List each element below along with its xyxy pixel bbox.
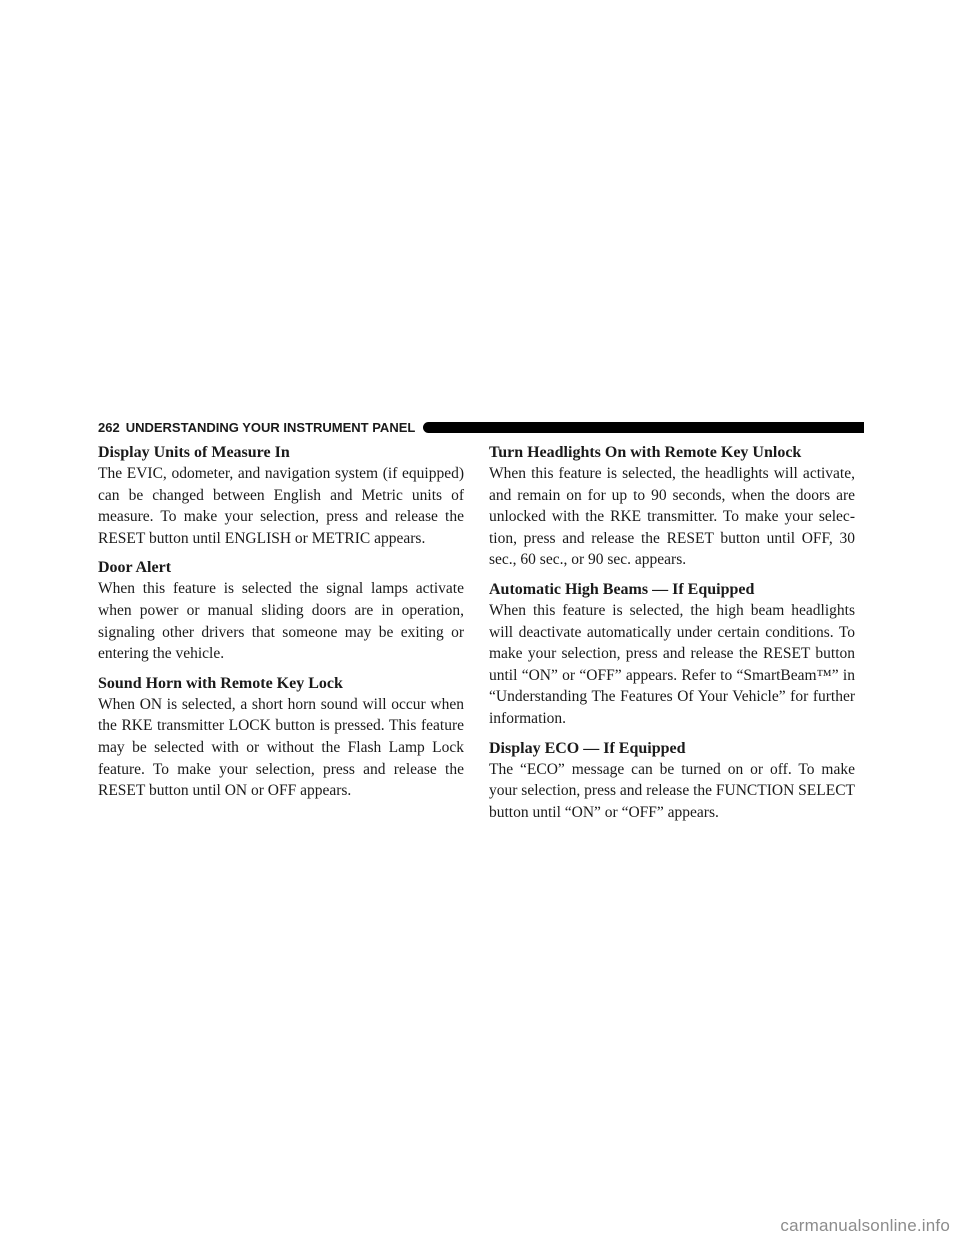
section-heading: Sound Horn with Remote Key Lock [98,674,343,692]
section-display-units [98,442,464,549]
page-number: 262 [98,419,120,435]
section-display-eco [489,738,855,824]
section-auto-high-beams [489,579,855,730]
section-body: When this feature is selected the signal lamps activate when power or manual sliding doors are in operation, signaling other drivers that someone may be exiting or entering the vehicle. [98,580,464,663]
section-body: When this feature is selected, the headlights will activate, and remain on for up to 90 seconds, when the doors are unlocked with the RKE transmitter. To make your selection, press and release the RESET button until OFF, 30 sec., 60 sec., or 90 sec. appears. [489,465,855,569]
section-body: The “ECO” message can be turned on or off. To make your selection, press and release the FUNCTION SELECT button until “ON” or “OFF” appears. [489,760,855,821]
right-column [489,442,855,831]
section-sound-horn [98,673,464,802]
section-heading: Turn Headlights On with Remote Key Unlock [489,444,802,461]
watermark: carmanualsonline.info [780,1216,950,1235]
header-rule [423,422,864,433]
page-header [98,418,864,436]
section-door-alert [98,557,464,664]
section-heading: Display Units of Measure In [98,444,290,461]
section-body: When this feature is selected, the high beam headlights will deactivate automatically under certain conditions. To make your selection, press and release the RESET button until “ON” or “OFF” appears. Refer to “SmartBeam™” in “Understanding The Features Of Your Vehicle” for further information. [489,601,855,727]
section-body: When ON is selected, a short horn sound will occur when the RKE transmitter LOCK button is pressed. This feature may be selected with or without the Flash Lamp Lock feature. To make your selection, press and release the RESET button until ON or OFF appears. [98,695,464,800]
chapter-title: UNDERSTANDING YOUR INSTRUMENT PANEL [125,419,416,435]
section-heading: Display ECO — If Equipped [489,739,686,757]
section-body: The EVIC, odometer, and navigation system (if equipped) can be changed between English and Metric units of measure. To make your selection, press and release the RESET button until ENGLISH or METRIC appears. [98,465,464,547]
section-heading: Door Alert [98,559,172,577]
section-heading: Automatic High Beams — If Equipped [489,580,755,598]
left-column [98,442,464,810]
section-headlights-unlock [489,442,855,571]
